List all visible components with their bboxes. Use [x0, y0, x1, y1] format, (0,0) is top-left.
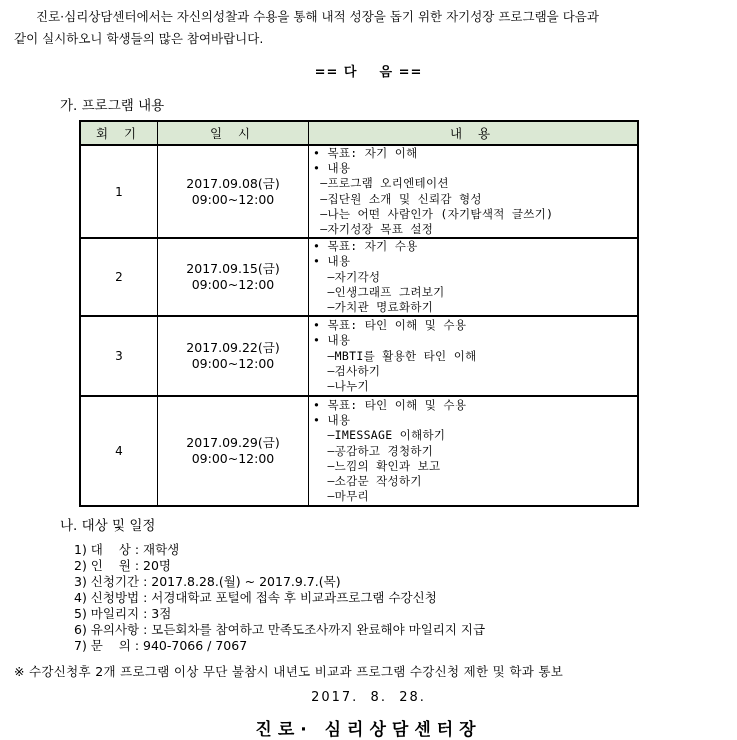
- content-line: –IMESSAGE 이해하기: [313, 428, 446, 443]
- session-datetime: [158, 238, 309, 316]
- content-line: –집단원 소개 및 신뢰감 형성: [313, 191, 482, 206]
- section-a-heading: 가. 프로그램 내용: [60, 98, 165, 114]
- content-line: • 목표: 타인 이해 및 수용: [313, 318, 467, 333]
- content-line: • 내용: [313, 413, 351, 428]
- session-content: [309, 396, 639, 506]
- table-row: [80, 316, 638, 396]
- session-time: 09:00~12:00: [191, 191, 275, 207]
- list-item: 4) 신청방법 : 서경대학교 포털에 접속 후 비교과프로그램 수강신청: [74, 590, 437, 605]
- content-line: • 내용: [313, 254, 351, 269]
- content-line: –나는 어떤 사람인가 (자기탐색적 글쓰기): [313, 206, 554, 221]
- section-b-heading: 나. 대상 및 일정: [60, 518, 156, 534]
- content-line: –MBTI를 활용한 타인 이해: [313, 348, 477, 363]
- content-line: • 목표: 자기 수용: [313, 239, 418, 254]
- content-line: • 내용: [313, 333, 351, 348]
- content-line: –소감문 작성하기: [313, 474, 422, 489]
- program-table: [79, 120, 639, 507]
- signature-line: 진로· 심리상담센터장: [255, 720, 482, 740]
- table-row: [80, 238, 638, 316]
- intro-line-1: 진로·심리상담센터에서는 자신의성찰과 수용을 통해 내적 성장을 돕기 위한 자기성장 프로그램을 다음과: [36, 9, 599, 24]
- content-line: –마무리: [313, 489, 369, 504]
- content-line: • 목표: 자기 이해: [313, 146, 418, 160]
- notice-text: ※ 수강신청후 2개 프로그램 이상 무단 불참시 내년도 비교과 프로그램 수강신청 제한 및 학과 통보: [14, 664, 564, 679]
- table-header-row: [80, 121, 638, 145]
- center-title: == 다 음 ==: [314, 65, 423, 80]
- schedule-list: [74, 542, 485, 654]
- list-item: 5) 마일리지 : 3점: [74, 606, 172, 621]
- document-date: 2017. 8. 28.: [311, 690, 426, 705]
- list-item: 1) 대 상 : 재학생: [74, 542, 180, 557]
- content-line: –가치관 명료화하기: [313, 300, 434, 315]
- intro-line-2: 같이 실시하오니 학생들의 많은 참여바랍니다.: [14, 31, 264, 46]
- session-date: 2017.09.29(금): [186, 435, 280, 451]
- session-time: 09:00~12:00: [191, 277, 275, 293]
- header-datetime: 일 시: [158, 121, 309, 145]
- session-datetime: [158, 316, 309, 396]
- session-number: 2: [80, 238, 158, 316]
- session-time: 09:00~12:00: [191, 451, 275, 467]
- session-content: [309, 238, 639, 316]
- session-number: 1: [80, 145, 158, 238]
- content-line: –자기성장 목표 설정: [313, 222, 434, 237]
- session-datetime: [158, 145, 309, 238]
- content-line: –나누기: [313, 379, 369, 394]
- session-number: 4: [80, 396, 158, 506]
- session-date: 2017.09.08(금): [186, 175, 280, 191]
- header-content: 내 용: [309, 121, 639, 145]
- content-line: –검사하기: [313, 363, 381, 378]
- session-datetime: [158, 396, 309, 506]
- content-line: • 목표: 타인 이해 및 수용: [313, 398, 467, 413]
- list-item: 3) 신청기간 : 2017.8.28.(월) ~ 2017.9.7.(목): [74, 574, 341, 589]
- content-line: –자기각성: [313, 269, 381, 284]
- session-number: 3: [80, 316, 158, 396]
- content-line: –느낌의 확인과 보고: [313, 458, 441, 473]
- list-item: 6) 유의사항 : 모든회차를 참여하고 만족도조사까지 완료해야 마일리지 지급: [74, 622, 486, 637]
- session-date: 2017.09.15(금): [186, 261, 280, 277]
- header-session: 회 기: [80, 121, 158, 145]
- list-item: 2) 인 원 : 20명: [74, 558, 171, 573]
- table-row: [80, 145, 638, 238]
- content-line: –공감하고 경청하기: [313, 443, 434, 458]
- content-line: –인생그래프 그려보기: [313, 284, 445, 299]
- table-row: [80, 396, 638, 506]
- session-content: [309, 316, 639, 396]
- session-content: [309, 145, 639, 238]
- content-line: –프로그램 오리엔테이션: [313, 176, 449, 191]
- session-date: 2017.09.22(금): [186, 340, 280, 356]
- session-time: 09:00~12:00: [191, 356, 275, 372]
- intro-paragraph: [14, 6, 726, 50]
- content-line: • 내용: [313, 161, 351, 176]
- list-item: 7) 문 의 : 940-7066 / 7067: [74, 638, 248, 653]
